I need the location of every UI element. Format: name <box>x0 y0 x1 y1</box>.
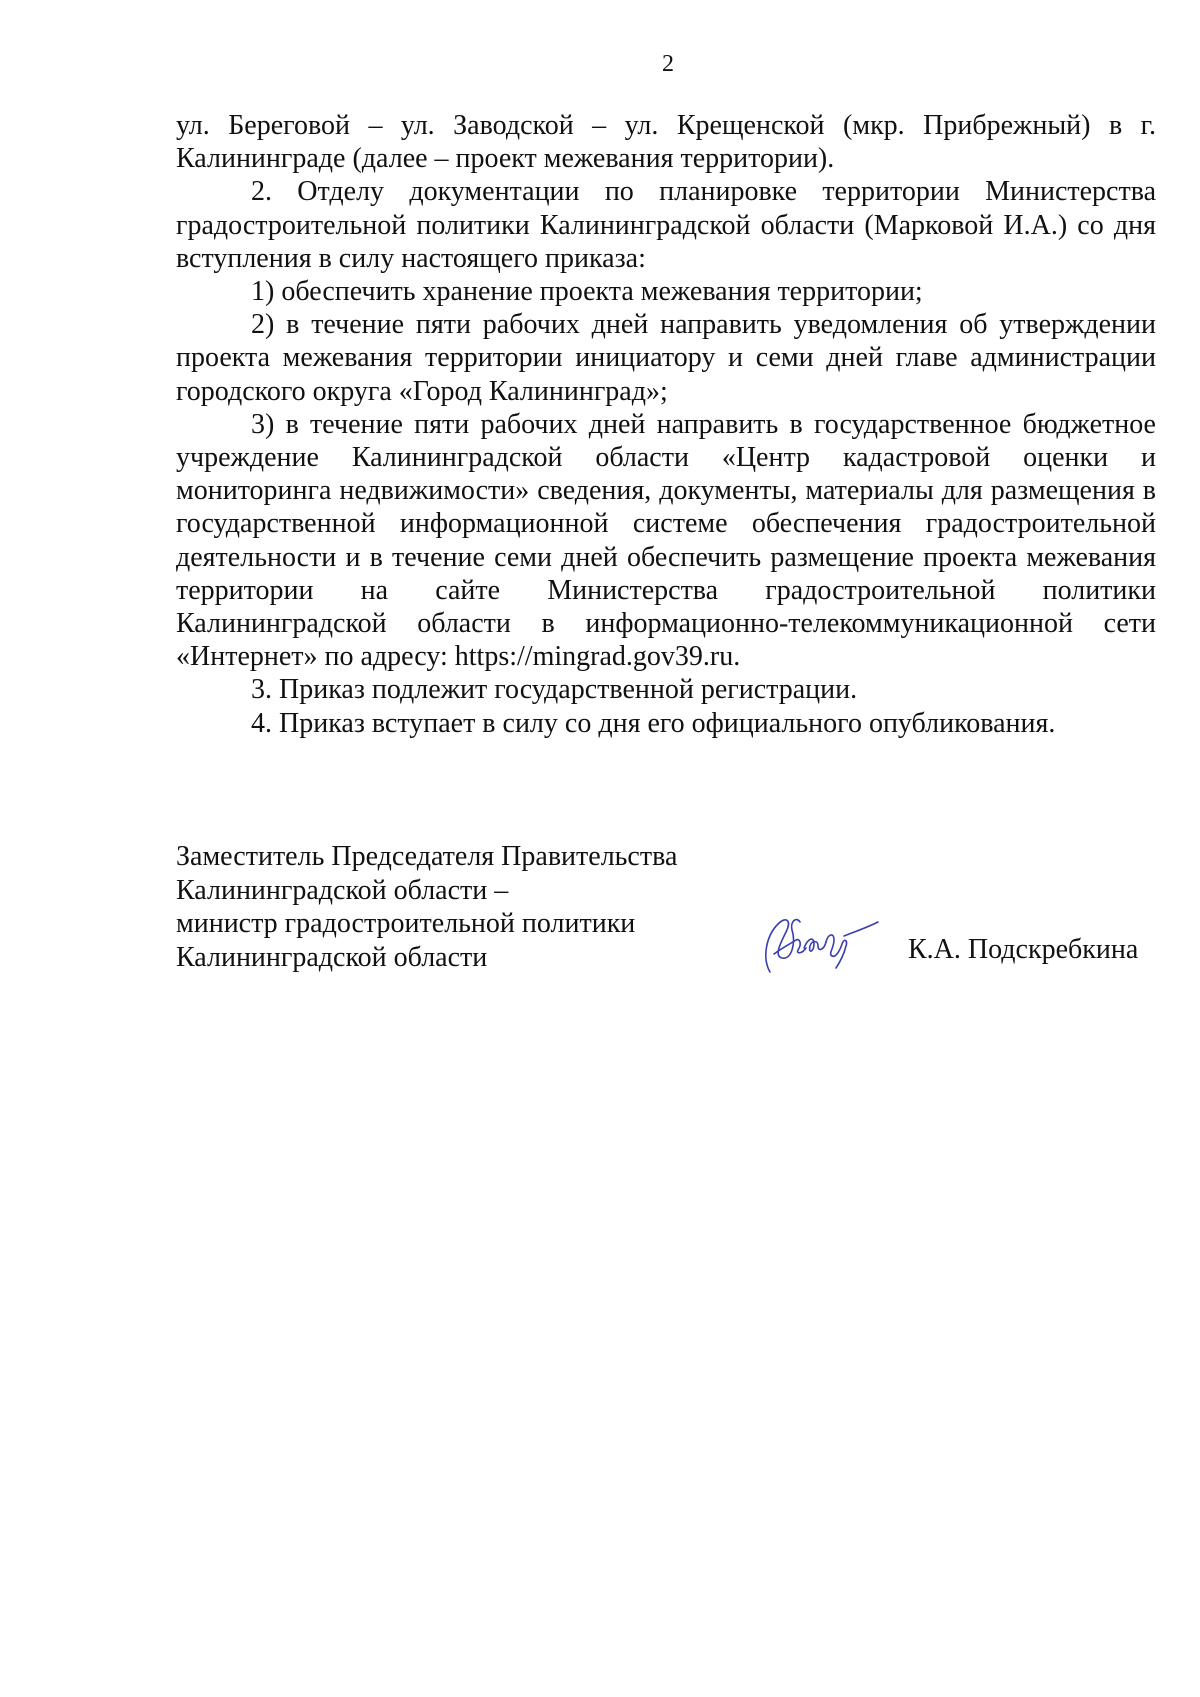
signature-stroke <box>844 922 878 936</box>
page-number: 2 <box>662 51 674 77</box>
position-line: министр градостроительной политики <box>176 908 636 939</box>
signature-stroke <box>766 920 800 972</box>
paragraph-subitem-2: 2) в течение пяти рабочих дней направить уведомления об утверждении проекта межевания территории инициатору и семи дней главе администрации городского округа «Город Калининград»; <box>176 309 1156 407</box>
signature-stroke <box>804 939 826 951</box>
document-body <box>176 109 1156 740</box>
position-line: Калининградской области – <box>176 874 509 906</box>
paragraph-subitem-3: 3) в течение пяти рабочих дней направить в государственное бюджетное учреждение Калининградской области «Центр кадастровой оценки и мониторинга недвижимости» сведения, документы, материалы для размещения в государственной информационной системе обеспечения градостроительной деятельности и в течение семи дней обеспечить размещение проекта межевания территории на сайте Министерства градостроительной политики Калининградской области в информационно-телекоммуникационной сети «Интернет» по адресу: https://mingrad.gov39.ru. <box>176 408 1156 673</box>
paragraph-continuation: ул. Береговой – ул. Заводской – ул. Крещенской (мкр. Прибрежный) в г. Калининграде (далее – проект межевания территории). <box>176 110 1156 175</box>
paragraph-item-3: 3. Приказ подлежит государственной регистрации. <box>251 674 858 706</box>
signature-stroke <box>826 935 847 968</box>
position-line: Заместитель Председателя Правительства <box>176 841 678 872</box>
paragraph-item-2: 2. Отделу документации по планировке территории Министерства градостроительной политики Калининградской области (Марковой И.А.) со дня вступления в силу настоящего приказа: <box>176 176 1156 274</box>
paragraph-item-4: 4. Приказ вступает в силу со дня его официального опубликования. <box>251 707 1056 739</box>
signatory-position <box>176 840 736 974</box>
signer-name: К.А. Подскребкина <box>908 934 1139 965</box>
paragraph-subitem-1: 1) обеспечить хранение проекта межевания территории; <box>251 276 923 308</box>
position-line: Калининградской области <box>176 941 488 973</box>
handwritten-signature <box>752 898 882 978</box>
